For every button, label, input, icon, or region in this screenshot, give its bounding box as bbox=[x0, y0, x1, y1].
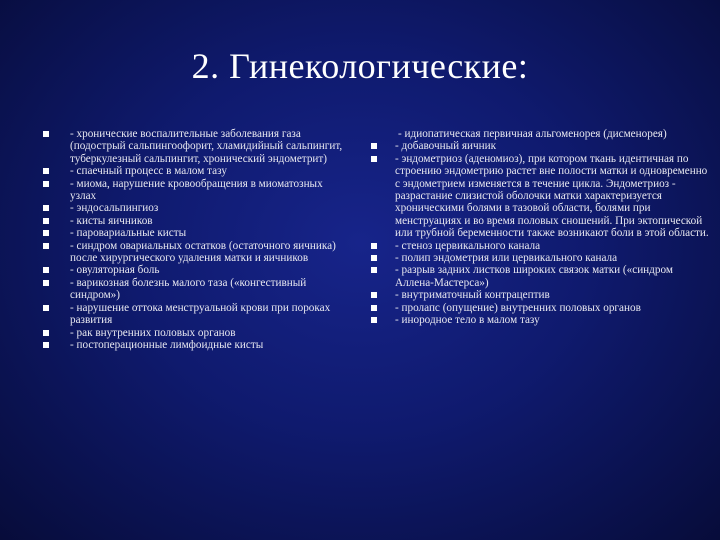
square-bullet-icon bbox=[43, 243, 49, 249]
list-item bbox=[368, 252, 713, 264]
list-item-text: - полип эндометрия или цервикального канала bbox=[395, 252, 618, 265]
square-bullet-icon bbox=[371, 156, 377, 162]
list-item bbox=[43, 339, 343, 351]
list-item bbox=[43, 327, 343, 339]
list-item-text: - варикозная болезнь малого таза («конгестивный синдром») bbox=[70, 276, 307, 302]
list-item bbox=[368, 289, 713, 301]
square-bullet-icon bbox=[43, 218, 49, 224]
list-item bbox=[43, 264, 343, 276]
square-bullet-icon bbox=[43, 230, 49, 236]
list-item-text: - эндометриоз (аденомиоз), при котором ткань идентичная по строению эндометрию растет вне полости матки и одновременно с эндометрием изменяется в течение цикла. Эндометриоз - разрастание слизистой оболочки матки характеризуется хроническими болями в тазовой области, болями при менструациях и во время половых сношений. При эктопической или трубной беременности также возникают боли в этой области. bbox=[395, 152, 709, 240]
list-item bbox=[368, 302, 713, 314]
list-item bbox=[368, 264, 713, 289]
list-item-text: - овуляторная боль bbox=[70, 264, 160, 277]
list-item-text: - разрыв задних листков широких связок матки («синдром Аллена-Мастерса») bbox=[395, 264, 673, 289]
list-item bbox=[43, 178, 343, 203]
list-item-text: - добавочный яичник bbox=[395, 140, 497, 153]
list-item-text: - миома, нарушение кровообращения в миоматозных узлах bbox=[70, 177, 323, 203]
list-item-text: - постоперационные лимфоидные кисты bbox=[70, 338, 264, 351]
list-item-text: - спаечный процесс в малом тазу bbox=[70, 165, 227, 178]
square-bullet-icon bbox=[43, 181, 49, 187]
square-bullet-icon bbox=[371, 317, 377, 323]
list-item bbox=[368, 153, 713, 240]
list-item-text: - идиопатическая первичная альгоменорея (дисменорея) bbox=[398, 128, 667, 140]
list-item bbox=[43, 202, 343, 214]
square-bullet-icon bbox=[371, 143, 377, 149]
list-item-text: - рак внутренних половых органов bbox=[70, 326, 236, 339]
list-item bbox=[43, 215, 343, 227]
list-item bbox=[43, 227, 343, 239]
list-item-text: - инородное тело в малом тазу bbox=[395, 314, 540, 327]
list-item-text: - кисты яичников bbox=[70, 214, 153, 227]
square-bullet-icon bbox=[43, 205, 49, 211]
list-item-text: - пролапс (опущение) внутренних половых органов bbox=[395, 301, 641, 314]
square-bullet-icon bbox=[43, 342, 49, 348]
square-bullet-icon bbox=[371, 255, 377, 261]
square-bullet-icon bbox=[371, 292, 377, 298]
square-bullet-icon bbox=[43, 280, 49, 286]
list-item-text: - нарушение оттока менструальной крови при пороках развития bbox=[70, 301, 331, 327]
square-bullet-icon bbox=[371, 267, 377, 273]
slide-title: 2. Гинекологические: bbox=[191, 46, 529, 86]
list-item bbox=[43, 128, 343, 165]
left-column bbox=[43, 128, 343, 351]
list-item-text: - паровариальные кисты bbox=[70, 227, 187, 240]
list-item bbox=[368, 128, 713, 140]
square-bullet-icon bbox=[43, 168, 49, 174]
list-item bbox=[43, 302, 343, 327]
list-item bbox=[368, 240, 713, 252]
square-bullet-icon bbox=[43, 305, 49, 311]
list-item-text: - эндосальпингиоз bbox=[70, 202, 159, 215]
list-item bbox=[43, 240, 343, 265]
square-bullet-icon bbox=[371, 243, 377, 249]
list-item bbox=[368, 314, 713, 326]
list-item-text: - хронические воспалительные заболевания газа (подострый сальпингоофорит, хламидийный сальпингит, туберкулезный сальпингит, хронический эндометрит) bbox=[70, 128, 343, 165]
list-item-text: - стеноз цервикального канала bbox=[395, 239, 541, 252]
list-item-text: - внутриматочный контрацептив bbox=[395, 289, 550, 302]
square-bullet-icon bbox=[43, 267, 49, 273]
square-bullet-icon bbox=[43, 131, 49, 137]
list-item-text: - синдром овариальных остатков (остаточного яичника) после хирургического удаления матки и яичников bbox=[70, 239, 336, 265]
list-item bbox=[368, 140, 713, 152]
square-bullet-icon bbox=[371, 305, 377, 311]
square-bullet-icon bbox=[43, 330, 49, 336]
list-item bbox=[43, 277, 343, 302]
right-column bbox=[368, 128, 713, 327]
list-item bbox=[43, 165, 343, 177]
